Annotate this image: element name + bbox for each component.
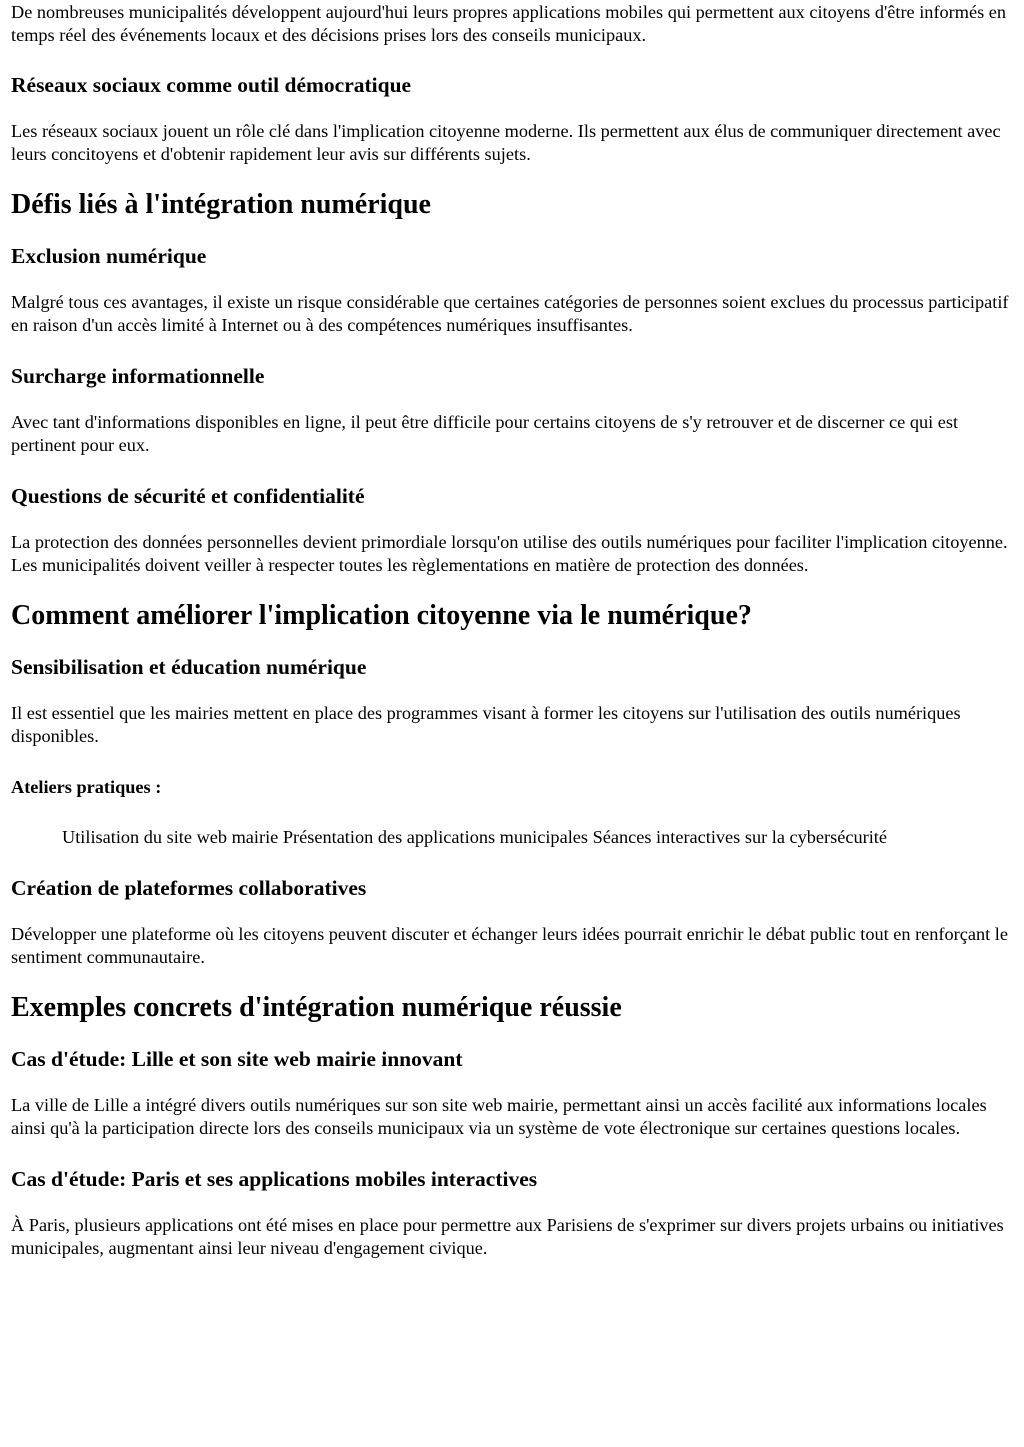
exclusion-paragraph: Malgré tous ces avantages, il existe un risque considérable que certaines catégories de personnes soient exclues du processus participatif en raison d'un accès limité à Internet ou à des compétences numériques insuffisantes. — [11, 292, 1009, 335]
securite-paragraph: La protection des données personnelles devient primordiale lorsqu'on utilise des outils numériques pour faciliter l'implication citoyenne. Les municipalités doivent veiller à respecter toutes les règlementations en matière de protection des données. — [11, 532, 1008, 575]
list-item: Séances interactives sur la cybersécurité — [592, 827, 887, 847]
subsection-heading-exclusion: Exclusion numérique — [11, 244, 207, 268]
subsection-heading-securite: Questions de sécurité et confidentialité — [11, 484, 365, 508]
intro-paragraph: De nombreuses municipalités développent aujourd'hui leurs propres applications mobiles qui permettent aux citoyens d'être informés en temps réel des événements locaux et des décisions prises lors des conseils municipaux. — [11, 2, 1007, 45]
article-body — [0, 1, 1024, 1260]
section-heading-ameliorer: Comment améliorer l'implication citoyenne via le numérique? — [11, 600, 752, 631]
sensibilisation-paragraph: Il est essentiel que les mairies mettent en place des programmes visant à former les citoyens sur l'utilisation des outils numériques disponibles. — [11, 703, 961, 746]
subsection-heading-surcharge: Surcharge informationnelle — [11, 364, 265, 388]
subsection-heading-ateliers: Ateliers pratiques : — [11, 777, 162, 797]
list-item: Utilisation du site web mairie — [62, 827, 279, 847]
subsection-heading-lille: Cas d'étude: Lille et son site web mairie innovant — [11, 1047, 463, 1071]
subsection-heading-paris: Cas d'étude: Paris et ses applications mobiles interactives — [11, 1167, 538, 1191]
ateliers-list — [11, 826, 1014, 849]
list-item: Présentation des applications municipales — [282, 827, 588, 847]
section-heading-reseaux: Réseaux sociaux comme outil démocratique — [11, 73, 412, 97]
reseaux-paragraph: Les réseaux sociaux jouent un rôle clé dans l'implication citoyenne moderne. Ils permettent aux élus de communiquer directement avec leurs concitoyens et d'obtenir rapidement leur avis sur différents sujets. — [11, 121, 1001, 164]
plateformes-paragraph: Développer une plateforme où les citoyens peuvent discuter et échanger leurs idées pourrait enrichir le débat public tout en renforçant le sentiment communautaire. — [11, 924, 1008, 967]
subsection-heading-sensibilisation: Sensibilisation et éducation numérique — [11, 655, 367, 679]
section-heading-exemples: Exemples concrets d'intégration numérique réussie — [11, 992, 622, 1023]
paris-paragraph: À Paris, plusieurs applications ont été mises en place pour permettre aux Parisiens de s'exprimer sur divers projets urbains ou initiatives municipales, augmentant ainsi leur niveau d'engagement civique. — [11, 1215, 1004, 1258]
section-heading-defis: Défis liés à l'intégration numérique — [11, 189, 431, 220]
surcharge-paragraph: Avec tant d'informations disponibles en ligne, il peut être difficile pour certains citoyens de s'y retrouver et de discerner ce qui est pertinent pour eux. — [11, 412, 959, 455]
subsection-heading-plateformes: Création de plateformes collaboratives — [11, 876, 367, 900]
lille-paragraph: La ville de Lille a intégré divers outils numériques sur son site web mairie, permettant ainsi un accès facilité aux informations locales ainsi qu'à la participation directe lors des conseils municipaux via un système de vote électronique sur certaines questions locales. — [11, 1095, 987, 1138]
